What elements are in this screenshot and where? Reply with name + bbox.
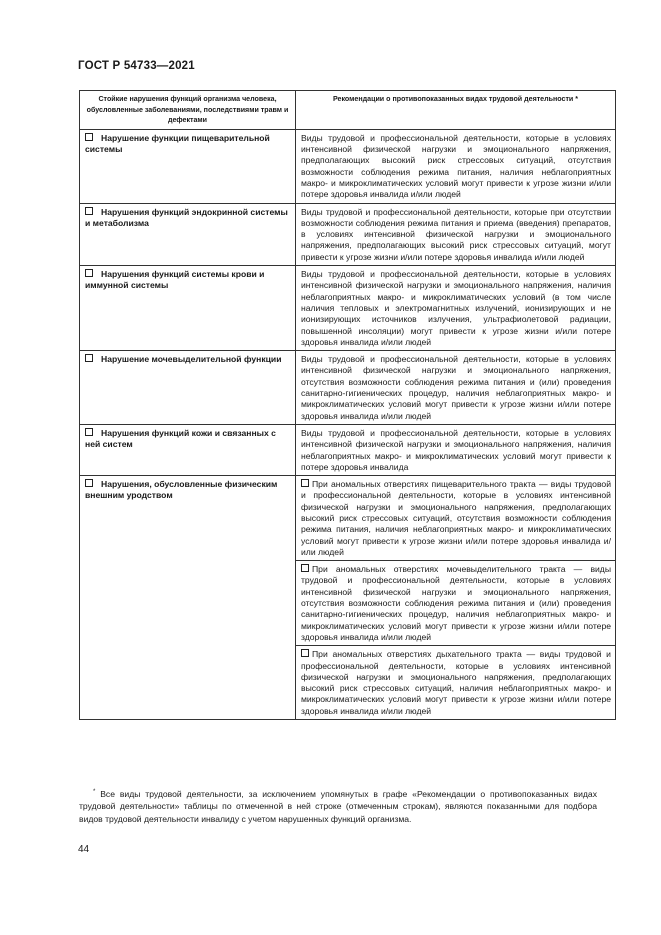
checkbox-icon[interactable]: [85, 207, 93, 215]
recommendation-cell: Виды трудовой и профессиональной деятельности, которые в условиях интенсивной физической нагрузки и эмоционального напряжения, отсутствия возможности соблюдения режима питания и (или) проведения санитарно-гигиенических процедур, наличия неблагоприятных макро- и микроклиматических условий могут привести к угрозе жизни и/или потере здоровья инвалида и/или людей: [296, 351, 616, 425]
condition-cell: [80, 129, 296, 203]
recommendation-cell: Виды трудовой и профессиональной деятельности, которые в условиях интенсивной физической нагрузки и эмоционального напряжения, наличия неблагоприятных макро- и микроклиматических условий (в том числе наличия тепловых и электромагнитных излучений, ионизирующих и не ионизирующих источников излучения, ультрафиолетовой радиации, повышенной инсоляции) могут привести к угрозе жизни и/или потере здоровья инвалида и/или людей: [296, 266, 616, 351]
condition-text: Нарушение функции пищеварительной системы: [85, 132, 270, 155]
recommendation-cell: [296, 646, 616, 720]
checkbox-icon[interactable]: [85, 133, 93, 141]
checkbox-icon[interactable]: [301, 479, 309, 487]
condition-text: Нарушения функций кожи и связанных с ней систем: [85, 427, 276, 450]
condition-text: Нарушения, обусловленные физическим внешним уродством: [85, 479, 278, 501]
condition-cell: [80, 266, 296, 351]
recommendation-cell: Виды трудовой и профессиональной деятельности, которые в условиях интенсивной физической нагрузки и эмоционального напряжения, наличия неблагоприятных макро- и микроклиматических условий могут привести к потере здоровья инвалида: [296, 424, 616, 475]
table-row: [80, 129, 616, 203]
recommendation-cell: [296, 476, 616, 561]
recommendation-text: При аномальных отверстиях пищеварительного тракта — виды трудовой и профессиональной деятельности, которые в условиях интенсивной физической нагрузки и эмоционального напряжения, предполагающих высокий риск стрессовых ситуаций, отсутствия возможности соблюдения режима питания, наличия неблагоприятных макро- и микроклиматических условий могут привести к угрозе жизни и/или потере здоровья инвалида и/или людей: [301, 479, 611, 557]
recommendation-text: При аномальных отверстиях мочевыделительного тракта — виды трудовой и профессиональной деятельности, которые в условиях интенсивной физической нагрузки и эмоционального напряжения, отсутствия возможности соблюдения режима питания и (или) проведения санитарно-гигиенических процедур, наличия неблагоприятных макро- и микроклиматических условий могут привести к угрозе жизни и/или потере здоровья инвалида и/или людей: [301, 564, 611, 642]
recommendation-cell: Виды трудовой и профессиональной деятельности, которые при отсутствии возможности соблюдения режима питания и приема (введения) препаратов, в условиях интенсивной физической нагрузки и эмоционального напряжения, предполагающих высокий риск стрессовых ситуаций, могут привести к угрозе жизни и/или потере здоровья инвалида и/или людей: [296, 203, 616, 265]
checkbox-icon[interactable]: [85, 428, 93, 436]
table-row: [80, 476, 616, 561]
checkbox-icon[interactable]: [85, 269, 93, 277]
table-row: [80, 266, 616, 351]
table-row: [80, 203, 616, 265]
condition-cell: [80, 424, 296, 475]
checkbox-icon[interactable]: [301, 649, 309, 657]
checkbox-icon[interactable]: [85, 479, 93, 487]
column-header-recommendations: Рекомендации о противопоказанных видах трудовой деятельности *: [296, 91, 616, 130]
condition-cell: [80, 351, 296, 425]
checkbox-icon[interactable]: [85, 354, 93, 362]
recommendation-text: При аномальных отверстиях дыхательного тракта — виды трудовой и профессиональной деятельности, которые в условиях интенсивной физической нагрузки и эмоционального напряжения, предполагающих высокий риск стрессовых ситуаций, наличия неблагоприятных макро- и микроклиматических условий могут привести к угрозе жизни и/или потере здоровья инвалида и/или людей: [301, 649, 611, 716]
recommendation-cell: Виды трудовой и профессиональной деятельности, которые в условиях интенсивной физической нагрузки и эмоционального напряжения, предполагающих высокий риск стрессовых ситуаций, отсутствия возможности соблюдения режима питания, наличия неблагоприятных макро- и микроклиматических условий могут привести к угрозе жизни и/или потере здоровья инвалида и/или людей: [296, 129, 616, 203]
condition-text: Нарушения функций эндокринной системы и метаболизма: [85, 206, 288, 228]
document-header: ГОСТ Р 54733—2021: [78, 60, 195, 72]
table-header-row: [80, 91, 616, 130]
checkbox-icon[interactable]: [301, 564, 309, 572]
condition-text: Нарушения функций системы крови и иммунной системы: [85, 269, 265, 291]
table-row: [80, 351, 616, 425]
table-row: [80, 424, 616, 475]
footnote-text: Все виды трудовой деятельности, за исключением упомянутых в графе «Рекомендации о противопоказанных видах трудовой деятельности» таблицы по отмеченной в ней строке (отмеченным строкам), являются показанными для подбора видов трудовой деятельности инвалиду с учетом нарушенных функций организма.: [79, 788, 598, 825]
condition-cell: [80, 203, 296, 265]
footnote: [79, 786, 597, 826]
footnote-marker: *: [93, 789, 96, 795]
column-header-conditions: Стойкие нарушения функций организма человека, обусловленные заболеваниями, последствиями травм и дефектами: [80, 91, 296, 130]
condition-cell: [80, 476, 296, 720]
page-number: 44: [78, 844, 90, 855]
recommendation-cell: [296, 561, 616, 646]
recommendations-table: [79, 90, 616, 720]
condition-text: Нарушение мочевыделительной функции: [101, 354, 282, 365]
